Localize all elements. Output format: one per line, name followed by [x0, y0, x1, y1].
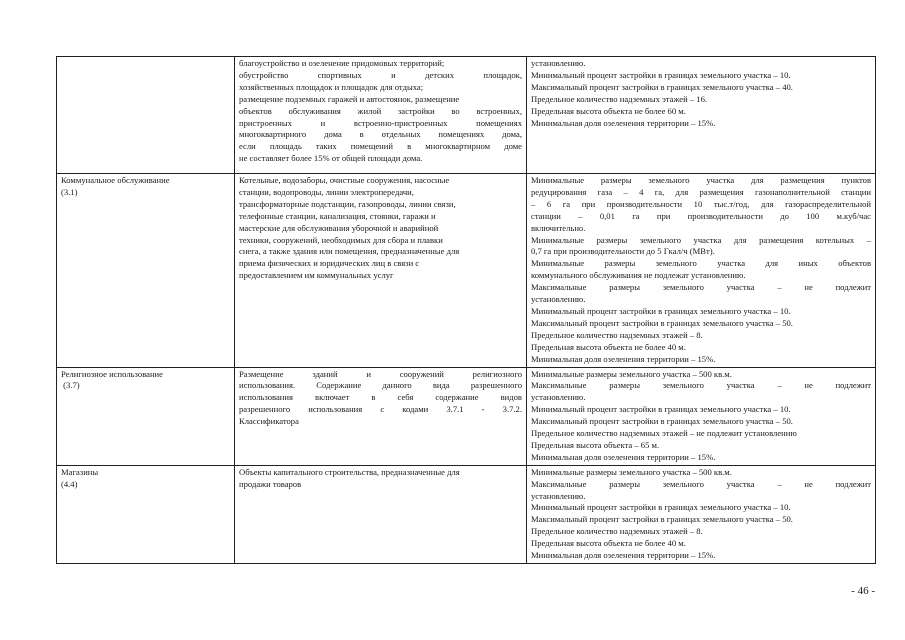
table-row [57, 57, 876, 174]
description-line: техники, сооружений, необходимых для сбора и плавки [239, 234, 443, 245]
parameter-line: установлению. [531, 490, 586, 501]
parameter-line: станции – 0,01 га при производительности до 100 м.куб/час [531, 210, 871, 221]
parameters-cell [527, 57, 876, 174]
parameter-line: Минимальная доля озеленения территории – 15%. [531, 550, 716, 561]
parameter-line: Минимальный процент застройки в границах земельного участка – 10. [531, 404, 791, 415]
parameter-line: установлению. [531, 58, 586, 68]
regulations-table [56, 56, 876, 564]
parameter-line: Предельное количество надземных этажей – 16. [531, 93, 708, 104]
parameter-line: коммунального обслуживания не подлежат установлению. [531, 270, 746, 281]
description-line: снега, а также здания или помещения, предназначенные для [239, 246, 460, 257]
use-type-cell [57, 57, 235, 174]
parameter-line: Минимальные размеры земельного участка для размещения пунктов [531, 175, 871, 185]
parameter-line: Предельная высота объекта – 65 м. [531, 439, 660, 450]
use-type-name: Магазины [61, 466, 99, 477]
description-line: пристроенных и встроенно-пристроенных помещениях [239, 117, 522, 128]
parameters-cell [527, 367, 876, 465]
parameter-line: Минимальные размеры земельного участка для иных объектов [531, 258, 871, 269]
use-type-cell [57, 174, 235, 368]
parameter-line: редуцирования газа – 4 га, для размещения газонаполнительной станции [531, 186, 871, 197]
description-line: Классификатора [239, 416, 299, 427]
parameter-line: Максимальные размеры земельного участка – не подлежит [531, 380, 871, 391]
parameters-cell [527, 465, 876, 563]
parameter-line: Максимальный процент застройки в границах земельного участка – 50. [531, 514, 793, 525]
parameter-line: включительно. [531, 222, 586, 233]
use-type-name: Религиозное использование [61, 368, 163, 379]
use-type-code: (3.1) [61, 186, 78, 197]
description-line: разрешенного использования с кодами 3.7.1 - 3.7.2. [239, 404, 522, 415]
parameter-line: Минимальная доля озеленения территории – 15%. [531, 451, 716, 462]
description-line: трансформаторные подстанции, газопроводы, линии связи, [239, 198, 456, 209]
parameter-line: Минимальные размеры земельного участка – 500 кв.м. [531, 368, 732, 379]
table-row [57, 174, 876, 368]
parameter-line: Минимальные размеры земельного участка для размещения котельных – [531, 234, 871, 245]
use-type-code: (4.4) [61, 478, 78, 489]
parameter-line: Максимальный процент застройки в границах земельного участка – 50. [531, 416, 793, 427]
use-type-name: Коммунальное обслуживание [61, 175, 170, 185]
description-line: продажи товаров [239, 478, 302, 489]
parameter-line: – 6 га при производительности 10 тыс.т/год, для газораспределительной [531, 198, 871, 209]
description-line: не составляет более 15% от общей площади дома. [239, 153, 423, 164]
parameter-line: Предельное количество надземных этажей – 8. [531, 329, 703, 340]
parameter-line: Предельное количество надземных этажей – не подлежит установлению [531, 428, 797, 439]
description-line: использования. Содержание данного вида разрешенного [239, 380, 522, 391]
parameter-line: Минимальные размеры земельного участка – 500 кв.м. [531, 466, 732, 477]
description-cell [235, 367, 527, 465]
table-row [57, 465, 876, 563]
description-line: использования включает в себя содержание видов [239, 392, 522, 403]
parameter-line: Максимальные размеры земельного участка – не подлежит [531, 478, 871, 489]
parameter-line: установлению. [531, 294, 586, 305]
description-line: телефонные станции, канализация, стоянки, гаражи и [239, 210, 436, 221]
description-line: хозяйственных площадок и площадок для отдыха; [239, 81, 424, 92]
description-line: приема физических и юридических лиц в связи с [239, 258, 420, 269]
description-line: благоустройство и озеленение придомовых территорий; [239, 58, 445, 68]
description-cell [235, 465, 527, 563]
use-type-cell [57, 367, 235, 465]
use-type-cell [57, 465, 235, 563]
parameter-line: Максимальный процент застройки в границах земельного участка – 40. [531, 81, 793, 92]
parameter-line: Максимальные размеры земельного участка – не подлежит [531, 282, 871, 293]
parameter-line: Минимальная доля озеленения территории – 15%. [531, 353, 716, 364]
table-row [57, 367, 876, 465]
use-type-code: (3.7) [61, 380, 80, 391]
description-line: обустройство спортивных и детских площадок, [239, 69, 522, 80]
description-line: Котельные, водозаборы, очистные сооружения, насосные [239, 175, 450, 185]
parameter-line: Минимальный процент застройки в границах земельного участка – 10. [531, 69, 791, 80]
description-line: размещение подземных гаражей и автостоянок, размещение [239, 93, 460, 104]
description-cell [235, 57, 527, 174]
description-cell [235, 174, 527, 368]
description-line: мастерские для обслуживания уборочной и аварийной [239, 222, 439, 233]
page-number: - 46 - [851, 585, 875, 597]
parameters-cell [527, 174, 876, 368]
description-line: объектов обслуживания жилой застройки во встроенных, [239, 105, 522, 116]
description-line: если площадь таких помещений в многоквартирном доме [239, 141, 522, 152]
parameter-line: Максимальный процент застройки в границах земельного участка – 50. [531, 317, 793, 328]
description-line: Объекты капитального строительства, предназначенные для [239, 466, 460, 477]
description-line: предоставлением им коммунальных услуг [239, 270, 394, 281]
parameter-line: Минимальный процент застройки в границах земельного участка – 10. [531, 305, 791, 316]
parameter-line: Предельная высота объекта не более 40 м. [531, 341, 686, 352]
description-line: станции, водопроводы, линии электропередачи, [239, 186, 414, 197]
parameter-line: установлению. [531, 392, 586, 403]
parameter-line: Минимальная доля озеленения территории – 15%. [531, 117, 716, 128]
parameter-line: 0,7 га при производительности до 5 Гкал/ч (МВт). [531, 246, 715, 257]
description-line: многоквартирного дома в отдельных помещениях дома, [239, 129, 522, 140]
parameter-line: Минимальный процент застройки в границах земельного участка – 10. [531, 502, 791, 513]
parameter-line: Предельная высота объекта не более 60 м. [531, 105, 686, 116]
parameter-line: Предельная высота объекта не более 40 м. [531, 538, 686, 549]
parameter-line: Предельное количество надземных этажей – 8. [531, 526, 703, 537]
description-line: Размещение зданий и сооружений религиозного [239, 368, 522, 379]
